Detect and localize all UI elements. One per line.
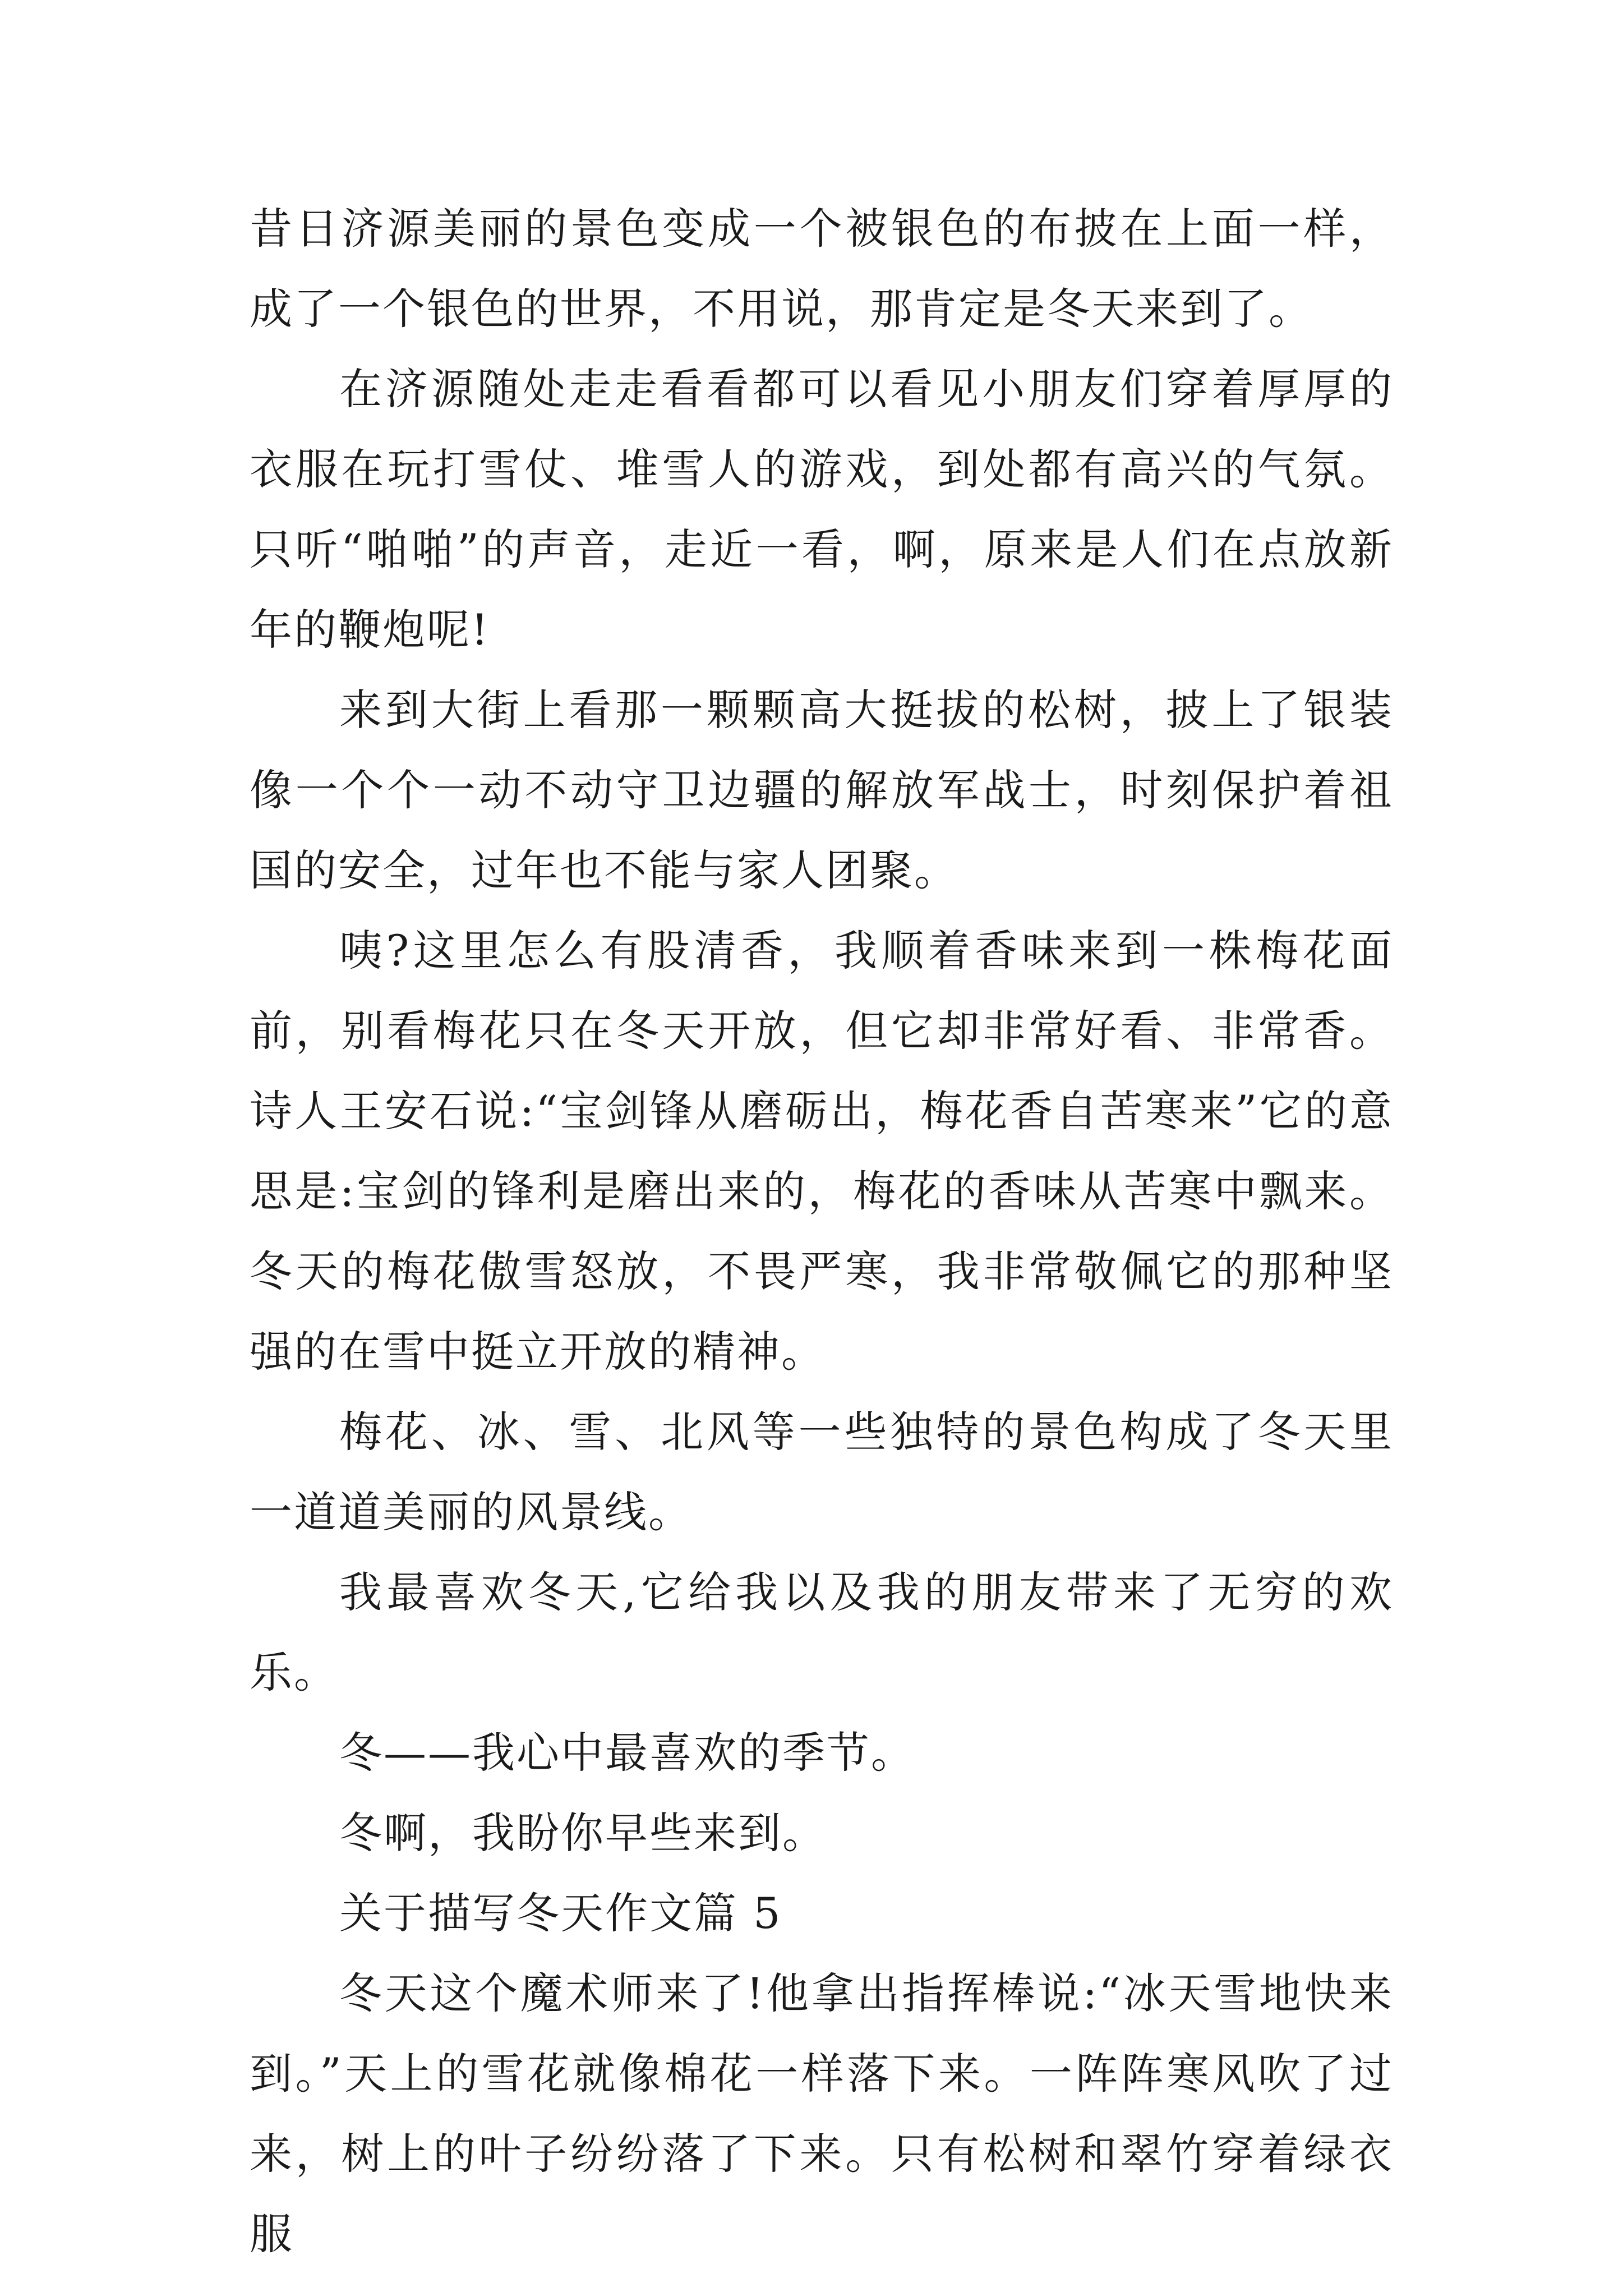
paragraph-3: 来到大街上看那一颗颗高大挺拔的松树，披上了银装像一个个一动不动守卫边疆的解放军战士，时刻保护着祖国的安全，过年也不能与家人团聚。	[250, 685, 1394, 895]
section-heading: 关于描写冬天作文篇 5	[339, 1888, 782, 1938]
paragraph-9: 冬天这个魔术师来了!他拿出指挥棒说:“冰天雪地快来到。”天上的雪花就像棉花一样落下来。一阵阵寒风吹了过来，树上的叶子纷纷落了下来。只有松树和翠竹穿着绿衣服	[250, 1968, 1394, 2259]
paragraph-6: 我最喜欢冬天,它给我以及我的朋友带来了无穷的欢乐。	[250, 1567, 1394, 1697]
paragraph-7: 冬——我心中最喜欢的季节。	[339, 1728, 915, 1778]
paragraph-4: 咦?这里怎么有股清香，我顺着香味来到一株梅花面前，别看梅花只在冬天开放，但它却非常好看、非常香。诗人王安石说:“宝剑锋从磨砺出，梅花香自苦寒来”它的意思是:宝剑的锋利是磨出来的，梅花的香味从苦寒中飘来。冬天的梅花傲雪怒放，不畏严寒，我非常敬佩它的那种坚强的在雪中挺立开放的精神。	[250, 926, 1394, 1377]
paragraph-8: 冬啊，我盼你早些来到。	[339, 1808, 827, 1858]
document-body	[250, 188, 1394, 2274]
paragraph-2: 在济源随处走走看看都可以看见小朋友们穿着厚厚的衣服在玩打雪仗、堆雪人的游戏，到处都有高兴的气氛。只听“啪啪”的声音，走近一看，啊，原来是人们在点放新年的鞭炮呢!	[250, 364, 1394, 655]
paragraph-5: 梅花、冰、雪、北风等一些独特的景色构成了冬天里一道道美丽的风景线。	[250, 1407, 1394, 1537]
paragraph-1: 昔日济源美丽的景色变成一个被银色的布披在上面一样，成了一个银色的世界，不用说，那肯定是冬天来到了。	[250, 204, 1394, 334]
